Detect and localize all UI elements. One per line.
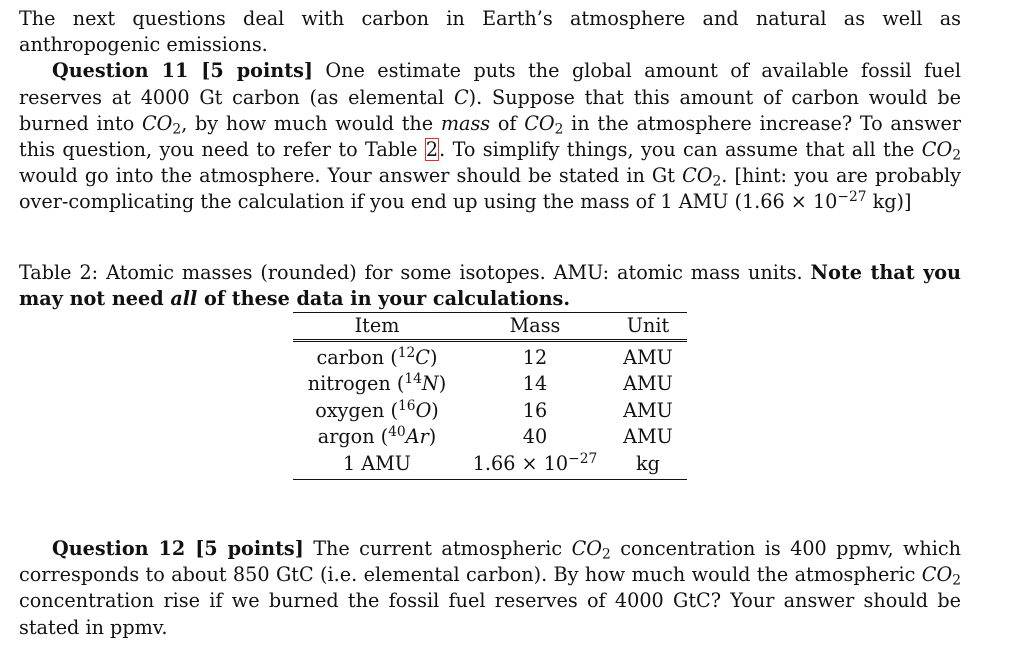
q12-text-3: concentration rise if we burned the fossil fuel reserves of 4000 GtC? Your answer should be stated in ppmv. [19,589,961,639]
table-caption [19,260,961,312]
cell-unit: AMU [623,372,673,396]
q11-text-8: . [hint: you are probably over-complicating the calculation if you end up using the mass of 1 AMU (1.66 × 10 [19,164,961,214]
cell-unit: AMU [623,425,673,449]
caption-note-1: Note that you may not need [19,261,962,311]
table-row [293,424,687,450]
q12-text-2: concentration is 400 ppmv, which corresponds to about 850 GtC (i.e. elemental carbon). By how much would the atmospheric [19,537,961,587]
header-unit: Unit [609,313,687,341]
question-12 [19,536,961,641]
q11-text-6: . To simplify things, you can assume that all the [439,138,922,162]
q12-co2-1: $CO_2$ [571,537,611,563]
cell-item: argon ($^{40}$Ar) [317,424,437,449]
intro-text: The next questions deal with carbon in Earth’s atmosphere and natural as well as anthropogenic emissions. [19,7,961,57]
table-header-row [293,313,687,341]
q11-text-5: in the atmosphere increase? To answer this question, you need to refer to Table [19,111,962,162]
q11-text-3: , by how much would the [181,111,441,135]
q11-exponent: −27 [837,189,867,206]
caption-note-2: of these data in your calculations. [197,287,571,311]
q11-co2-3: $CO_2$ [921,138,961,164]
cell-item: 1 AMU [293,451,461,480]
q11-carbon-symbol: C [453,85,469,109]
cell-mass: 40 [522,425,548,449]
header-item: Item [293,313,461,341]
table-row [293,371,687,397]
table-row [293,341,687,372]
caption-note-all: all [170,287,198,311]
table-ref-link[interactable]: 2 [425,138,439,162]
q11-text-7: would go into the atmosphere. Your answer should be stated in Gt [19,164,683,188]
question-11-label: Question 11 [5 points] [52,59,313,83]
header-mass: Mass [461,313,609,341]
cell-mass: 12 [522,346,548,369]
cell-mass: $1.66 \times 10^{-27}$ [461,451,609,480]
q11-text-1: One estimate puts the global amount of available fossil fuel reserves at 4000 Gt carbon (as elemental [19,59,961,109]
cell-unit: AMU [623,398,673,422]
q11-text-4: of [490,111,525,135]
q11-co2-4: $CO_2$ [682,164,722,190]
q11-co2-2: $CO_2$ [524,111,564,138]
cell-unit: kg [609,451,687,480]
question-11 [19,58,961,215]
q12-co2-2: $CO_2$ [921,563,961,589]
question-12-label: Question 12 [5 points] [52,537,304,560]
q11-co2-1: $CO_2$ [141,111,182,138]
cell-unit: AMU [623,346,673,369]
atomic-mass-table [293,312,687,480]
q11-mass-word: mass [440,111,491,135]
caption-text: Table 2: Atomic masses (rounded) for some isotopes. AMU: atomic mass units. [19,261,811,284]
q11-text-9: kg)] [866,190,912,214]
q12-text-1: The current atmospheric [303,537,572,560]
cell-item: carbon ($^{12}$C) [316,345,438,369]
cell-item: nitrogen ($^{14}$N) [307,371,447,396]
table-row [293,451,687,480]
table-row [293,398,687,424]
cell-item: oxygen ($^{16}$O) [315,397,439,422]
cell-mass: 16 [522,398,548,422]
cell-mass: 14 [522,372,548,396]
document-body [19,6,961,216]
q11-text-2: ). Suppose that this amount of carbon would be burned into [19,85,961,135]
